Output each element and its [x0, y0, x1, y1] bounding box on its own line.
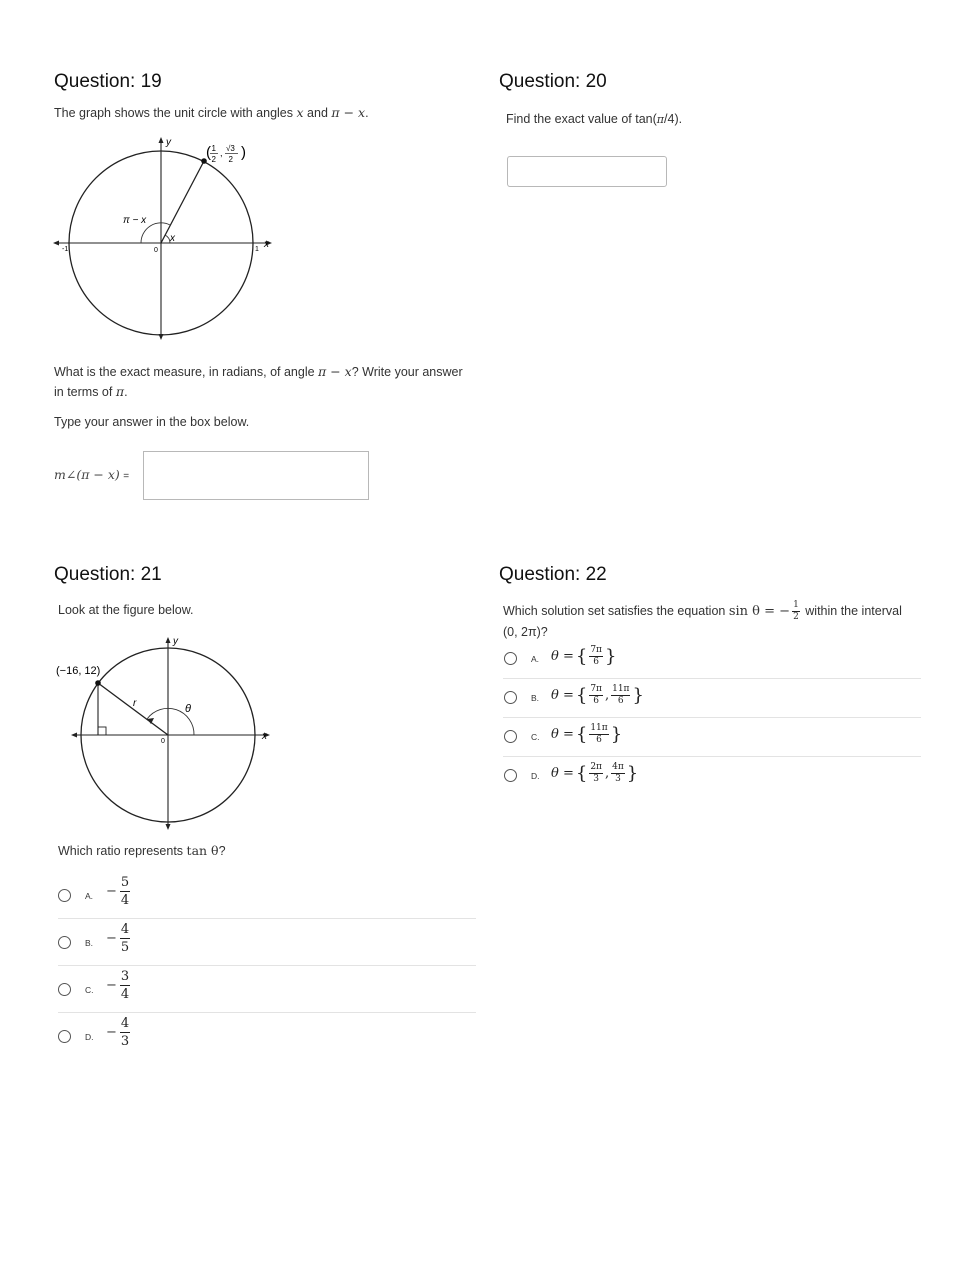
y-axis-arrow-up	[159, 137, 164, 143]
answer-input-q20[interactable]	[507, 156, 667, 187]
option-q21-a[interactable]: A. − $\frac{5}{4}$	[58, 872, 476, 918]
unit-circle-figure-q19	[50, 130, 280, 345]
question-21-question: Which ratio represents tan θ?	[58, 843, 226, 858]
question-19-intro: The graph shows the unit circle with angles x and π − x.	[54, 105, 369, 120]
answer-input-q19[interactable]	[143, 451, 369, 500]
option-q22-c[interactable]: C. θ = { $\frac{11\pi}{6}$ }	[503, 718, 921, 756]
question-20-title: Question: 20	[499, 71, 607, 92]
radio-button[interactable]	[58, 983, 71, 996]
option-q22-d[interactable]: D. θ = { $\frac{2\pi}{3}$ , $\frac{4\pi}{3}$ }	[503, 757, 921, 795]
y-axis-arrow-down	[166, 824, 171, 830]
label-angle-x: x	[170, 233, 175, 244]
y-axis-arrow-up	[166, 637, 171, 643]
svg-text:,: ,	[220, 148, 223, 158]
label-y: y	[166, 137, 171, 148]
radio-button[interactable]	[58, 1030, 71, 1043]
radius-r	[98, 683, 168, 735]
question-19-prompt: What is the exact measure, in radians, of angle π − x? Write your answer in terms of π.	[54, 364, 463, 399]
svg-text:): )	[241, 144, 246, 161]
svg-text:2: 2	[211, 155, 216, 164]
label-x-axis: x	[264, 239, 269, 250]
terminal-ray	[161, 161, 204, 243]
question-19-title: Question: 19	[54, 71, 162, 92]
question-21-title: Question: 21	[54, 564, 162, 585]
x-axis-arrow-left	[71, 733, 77, 738]
option-q21-d[interactable]: D. − $\frac{4}{3}$	[58, 1013, 476, 1059]
svg-text:(: (	[206, 144, 211, 161]
option-q21-c[interactable]: C. − $\frac{3}{4}$	[58, 966, 476, 1012]
radio-button[interactable]	[58, 936, 71, 949]
question-20-prompt: Find the exact value of tan(π/4).	[506, 112, 683, 126]
label-theta: θ	[185, 703, 191, 715]
question-21-options	[58, 872, 476, 1059]
point-on-circle	[95, 680, 101, 686]
option-q22-a[interactable]: A. θ = { $\frac{7\pi}{6}$ }	[503, 640, 921, 678]
label-origin: 0	[154, 247, 158, 254]
svg-text:1: 1	[211, 144, 216, 153]
right-angle-marker	[98, 727, 106, 735]
option-q22-b[interactable]: B. θ = { $\frac{7\pi}{6}$ , $\frac{11\pi}{6}$ }	[503, 679, 921, 717]
label-origin: 0	[161, 738, 165, 745]
point-coordinates-label	[206, 144, 246, 164]
label-pi-minus-x: π − x	[123, 215, 147, 226]
x-axis-arrow-left	[53, 241, 59, 246]
radio-button[interactable]	[504, 691, 517, 704]
option-q21-b[interactable]: B. − $\frac{4}{5}$	[58, 919, 476, 965]
radio-button[interactable]	[58, 889, 71, 902]
question-22-prompt: Which solution set satisfies the equation sin θ = − $\frac{1}{2}$ within the interval (0, 2π)?	[503, 600, 902, 639]
question-19-instruction: Type your answer in the box below.	[54, 415, 250, 429]
radio-button[interactable]	[504, 769, 517, 782]
question-22-title: Question: 22	[499, 564, 607, 585]
label-r: r	[133, 698, 137, 709]
label-x-axis: x	[262, 731, 267, 742]
question-22-options	[503, 640, 921, 795]
label-point: (−16, 12)	[56, 665, 101, 677]
radio-button[interactable]	[504, 730, 517, 743]
label-neg-one: -1	[62, 246, 69, 253]
question-21-prompt: Look at the figure below.	[58, 603, 194, 617]
answer-label-q19: m∠(π − x) =	[54, 467, 130, 482]
svg-text:2: 2	[228, 155, 233, 164]
svg-text:√3: √3	[226, 144, 235, 153]
label-y: y	[173, 636, 178, 647]
circle-figure-q21	[54, 628, 284, 833]
y-axis-arrow-down	[159, 334, 164, 340]
label-one: 1	[255, 246, 259, 253]
radio-button[interactable]	[504, 652, 517, 665]
